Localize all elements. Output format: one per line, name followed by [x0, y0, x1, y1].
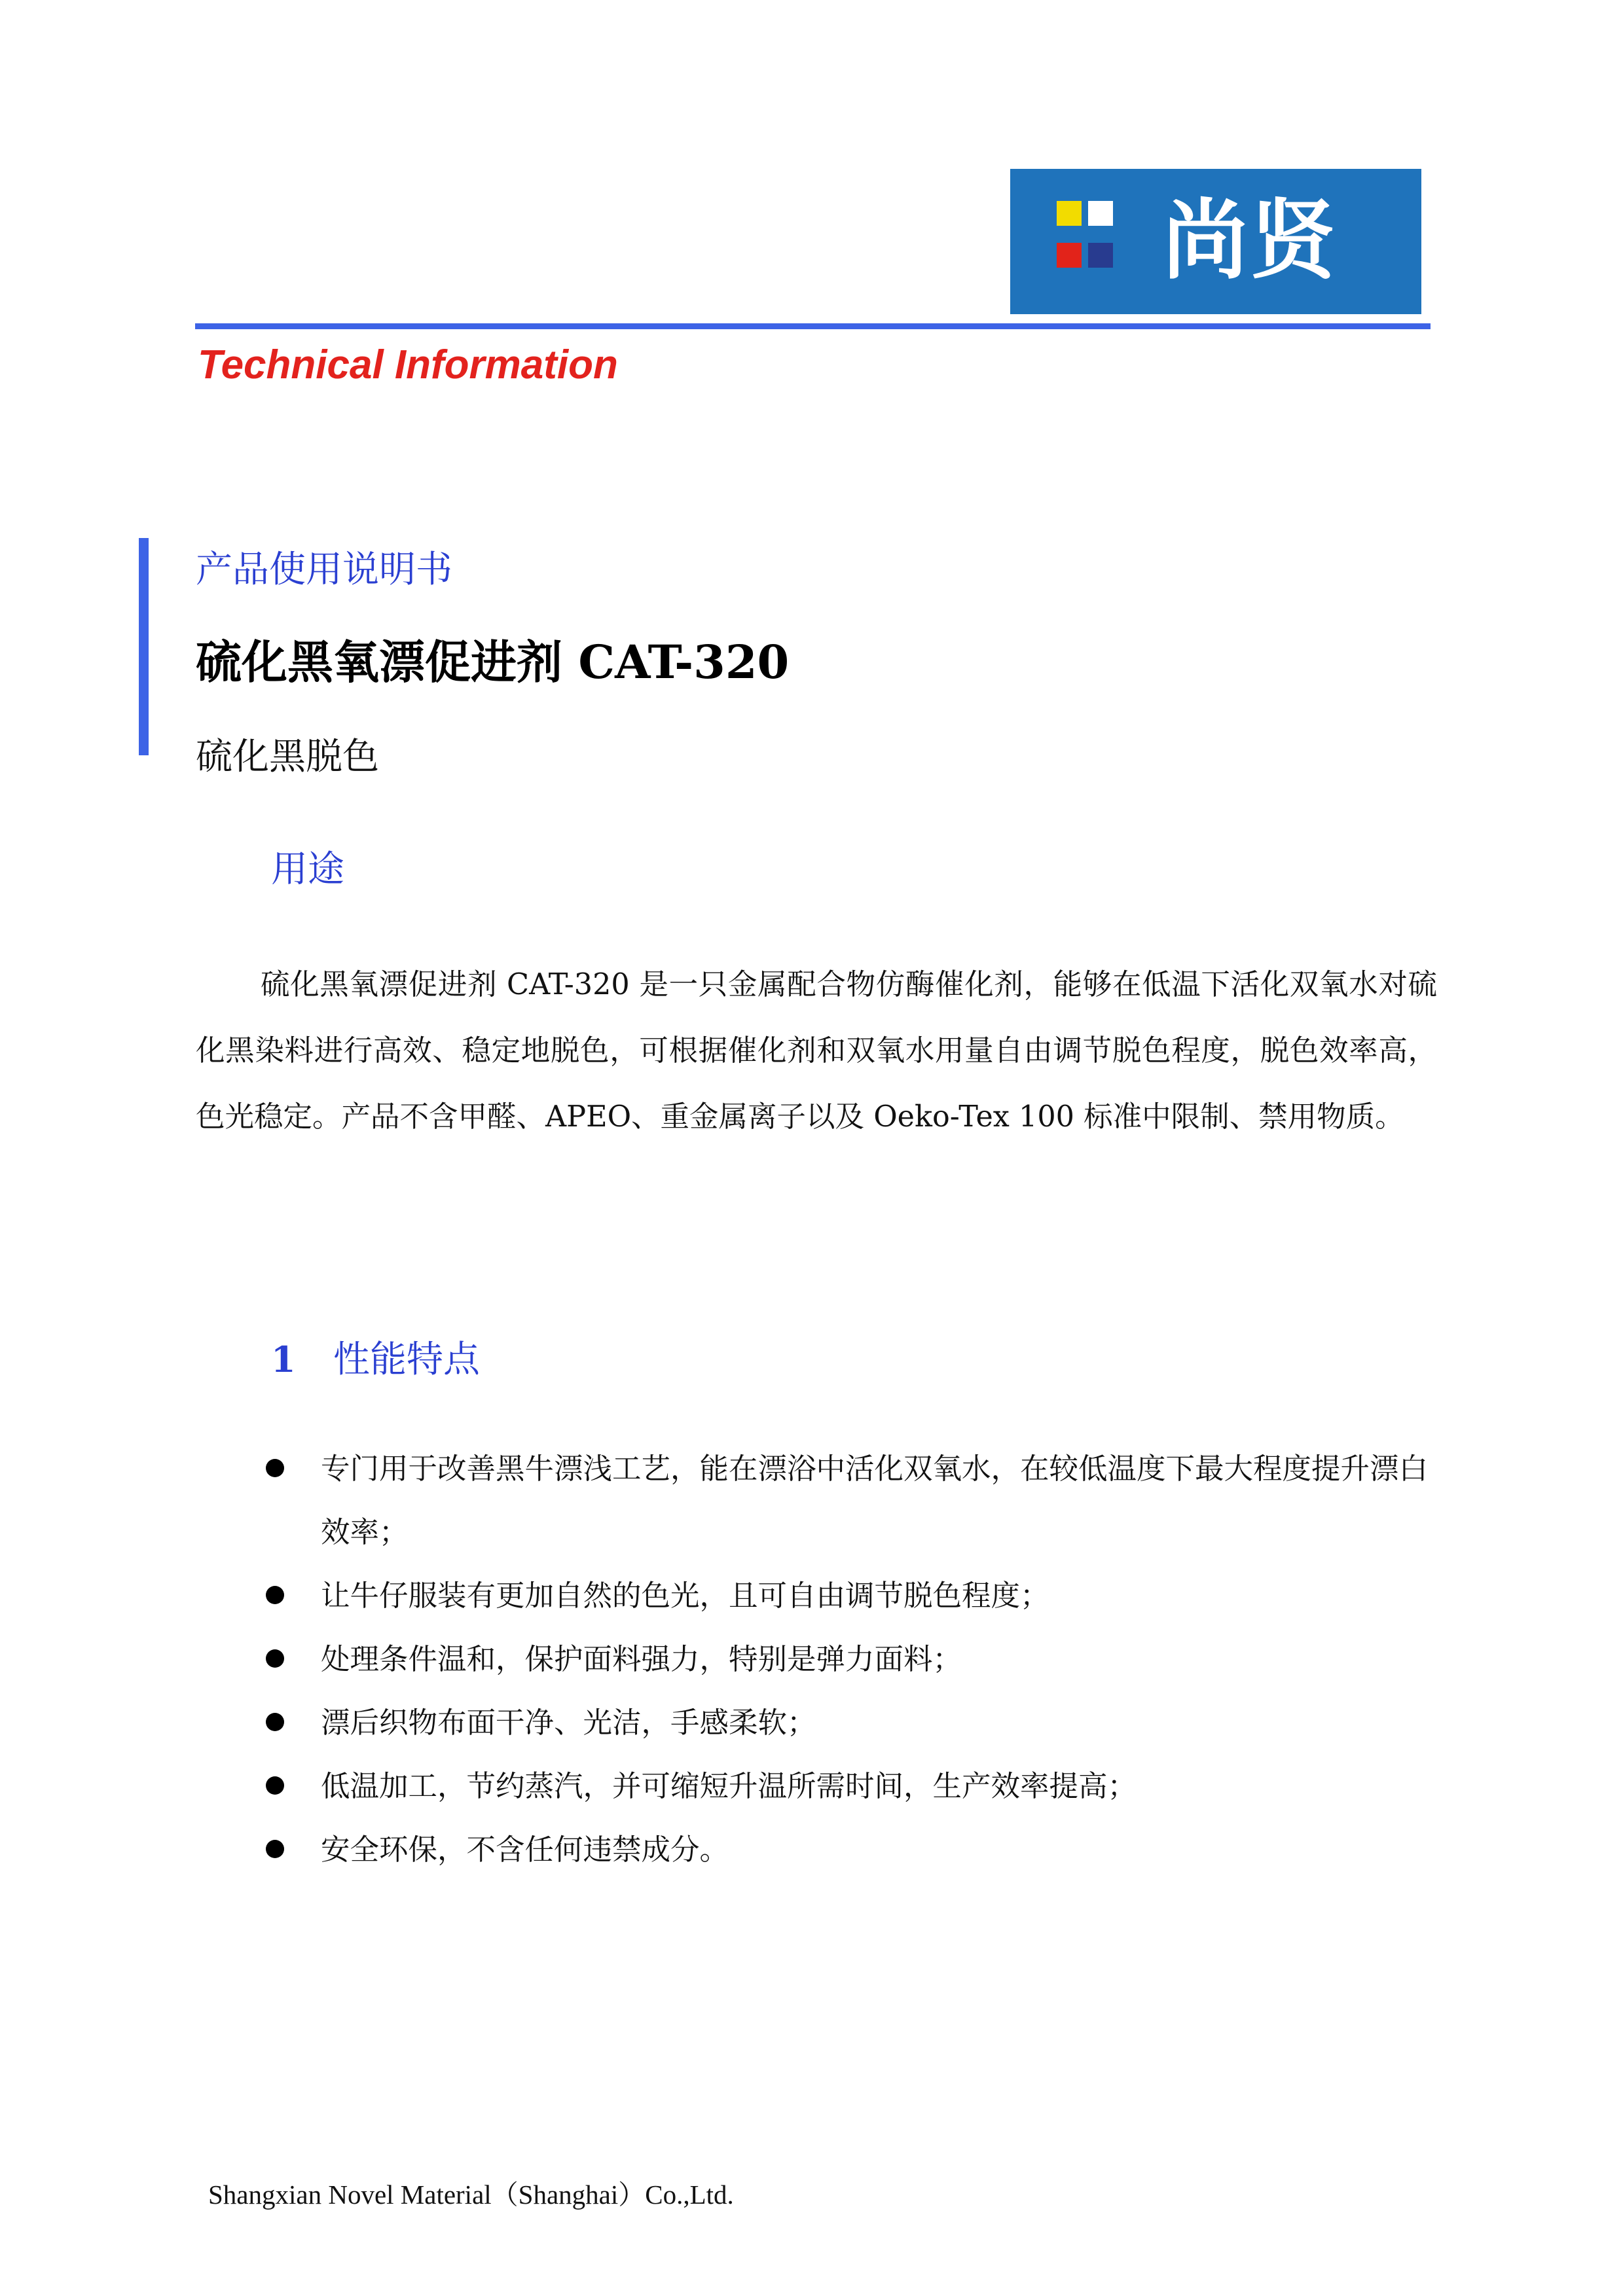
list-item-text: 低温加工，节约蒸汽，并可缩短升温所需时间，生产效率提高； — [321, 1770, 1137, 1803]
document-type: 产品使用说明书 — [196, 548, 452, 591]
list-item — [259, 1755, 1438, 1818]
bullet-icon — [266, 1713, 284, 1731]
list-item-text: 处理条件温和，保护面料强力，特别是弹力面料； — [321, 1643, 962, 1676]
company-logo — [1010, 169, 1421, 314]
list-item-text: 漂后织物布面干净、光洁，手感柔软； — [321, 1706, 816, 1740]
list-item — [259, 1691, 1438, 1755]
logo-brand-text: 尚贤 — [1162, 190, 1338, 291]
bullet-icon — [266, 1776, 284, 1795]
features-list — [259, 1437, 1438, 1882]
logo-yellow-square — [1057, 201, 1082, 226]
list-item-text: 专门用于改善黑牛漂浅工艺，能在漂浴中活化双氧水，在较低温度下最大程度提升漂白效率； — [321, 1452, 1429, 1549]
section-number: 1 — [271, 1338, 296, 1380]
bullet-icon — [266, 1459, 284, 1477]
logo-white-square — [1088, 201, 1113, 226]
footer-company: Shangxian Novel Material（Shanghai）Co.,Ltd. — [208, 2179, 734, 2210]
bullet-icon — [266, 1649, 284, 1668]
bullet-icon — [266, 1840, 284, 1858]
features-heading — [271, 1331, 480, 1383]
list-item-text: 安全环保，不含任何违禁成分。 — [321, 1833, 729, 1867]
logo-red-square — [1057, 243, 1082, 268]
list-item — [259, 1564, 1438, 1628]
usage-heading: 用途 — [271, 848, 344, 891]
header-rule — [195, 323, 1431, 329]
list-item — [259, 1818, 1438, 1882]
product-title: 硫化黑氧漂促进剂 CAT-320 — [196, 635, 790, 689]
features-heading-text: 性能特点 — [333, 1338, 480, 1381]
list-item-text: 让牛仔服装有更加自然的色光，且可自由调节脱色程度； — [321, 1579, 1049, 1613]
list-item — [259, 1437, 1438, 1564]
technical-information-label: Technical Information — [198, 342, 618, 387]
logo-navy-square — [1088, 243, 1113, 268]
product-subtitle: 硫化黑脱色 — [196, 736, 379, 778]
list-item — [259, 1628, 1438, 1691]
title-accent-bar — [139, 538, 149, 755]
bullet-icon — [266, 1586, 284, 1604]
usage-paragraph: 硫化黑氧漂促进剂 CAT-320 是一只金属配合物仿酶催化剂，能够在低温下活化双氧水对硫化黑染料进行高效、稳定地脱色，可根据催化剂和双氧水用量自由调节脱色程度，脱色效率高，色光稳定。产品不含甲醛、APEO、重金属离子以及 Oeko-Tex 100 标准中限制、禁用物质。 — [196, 968, 1437, 1134]
